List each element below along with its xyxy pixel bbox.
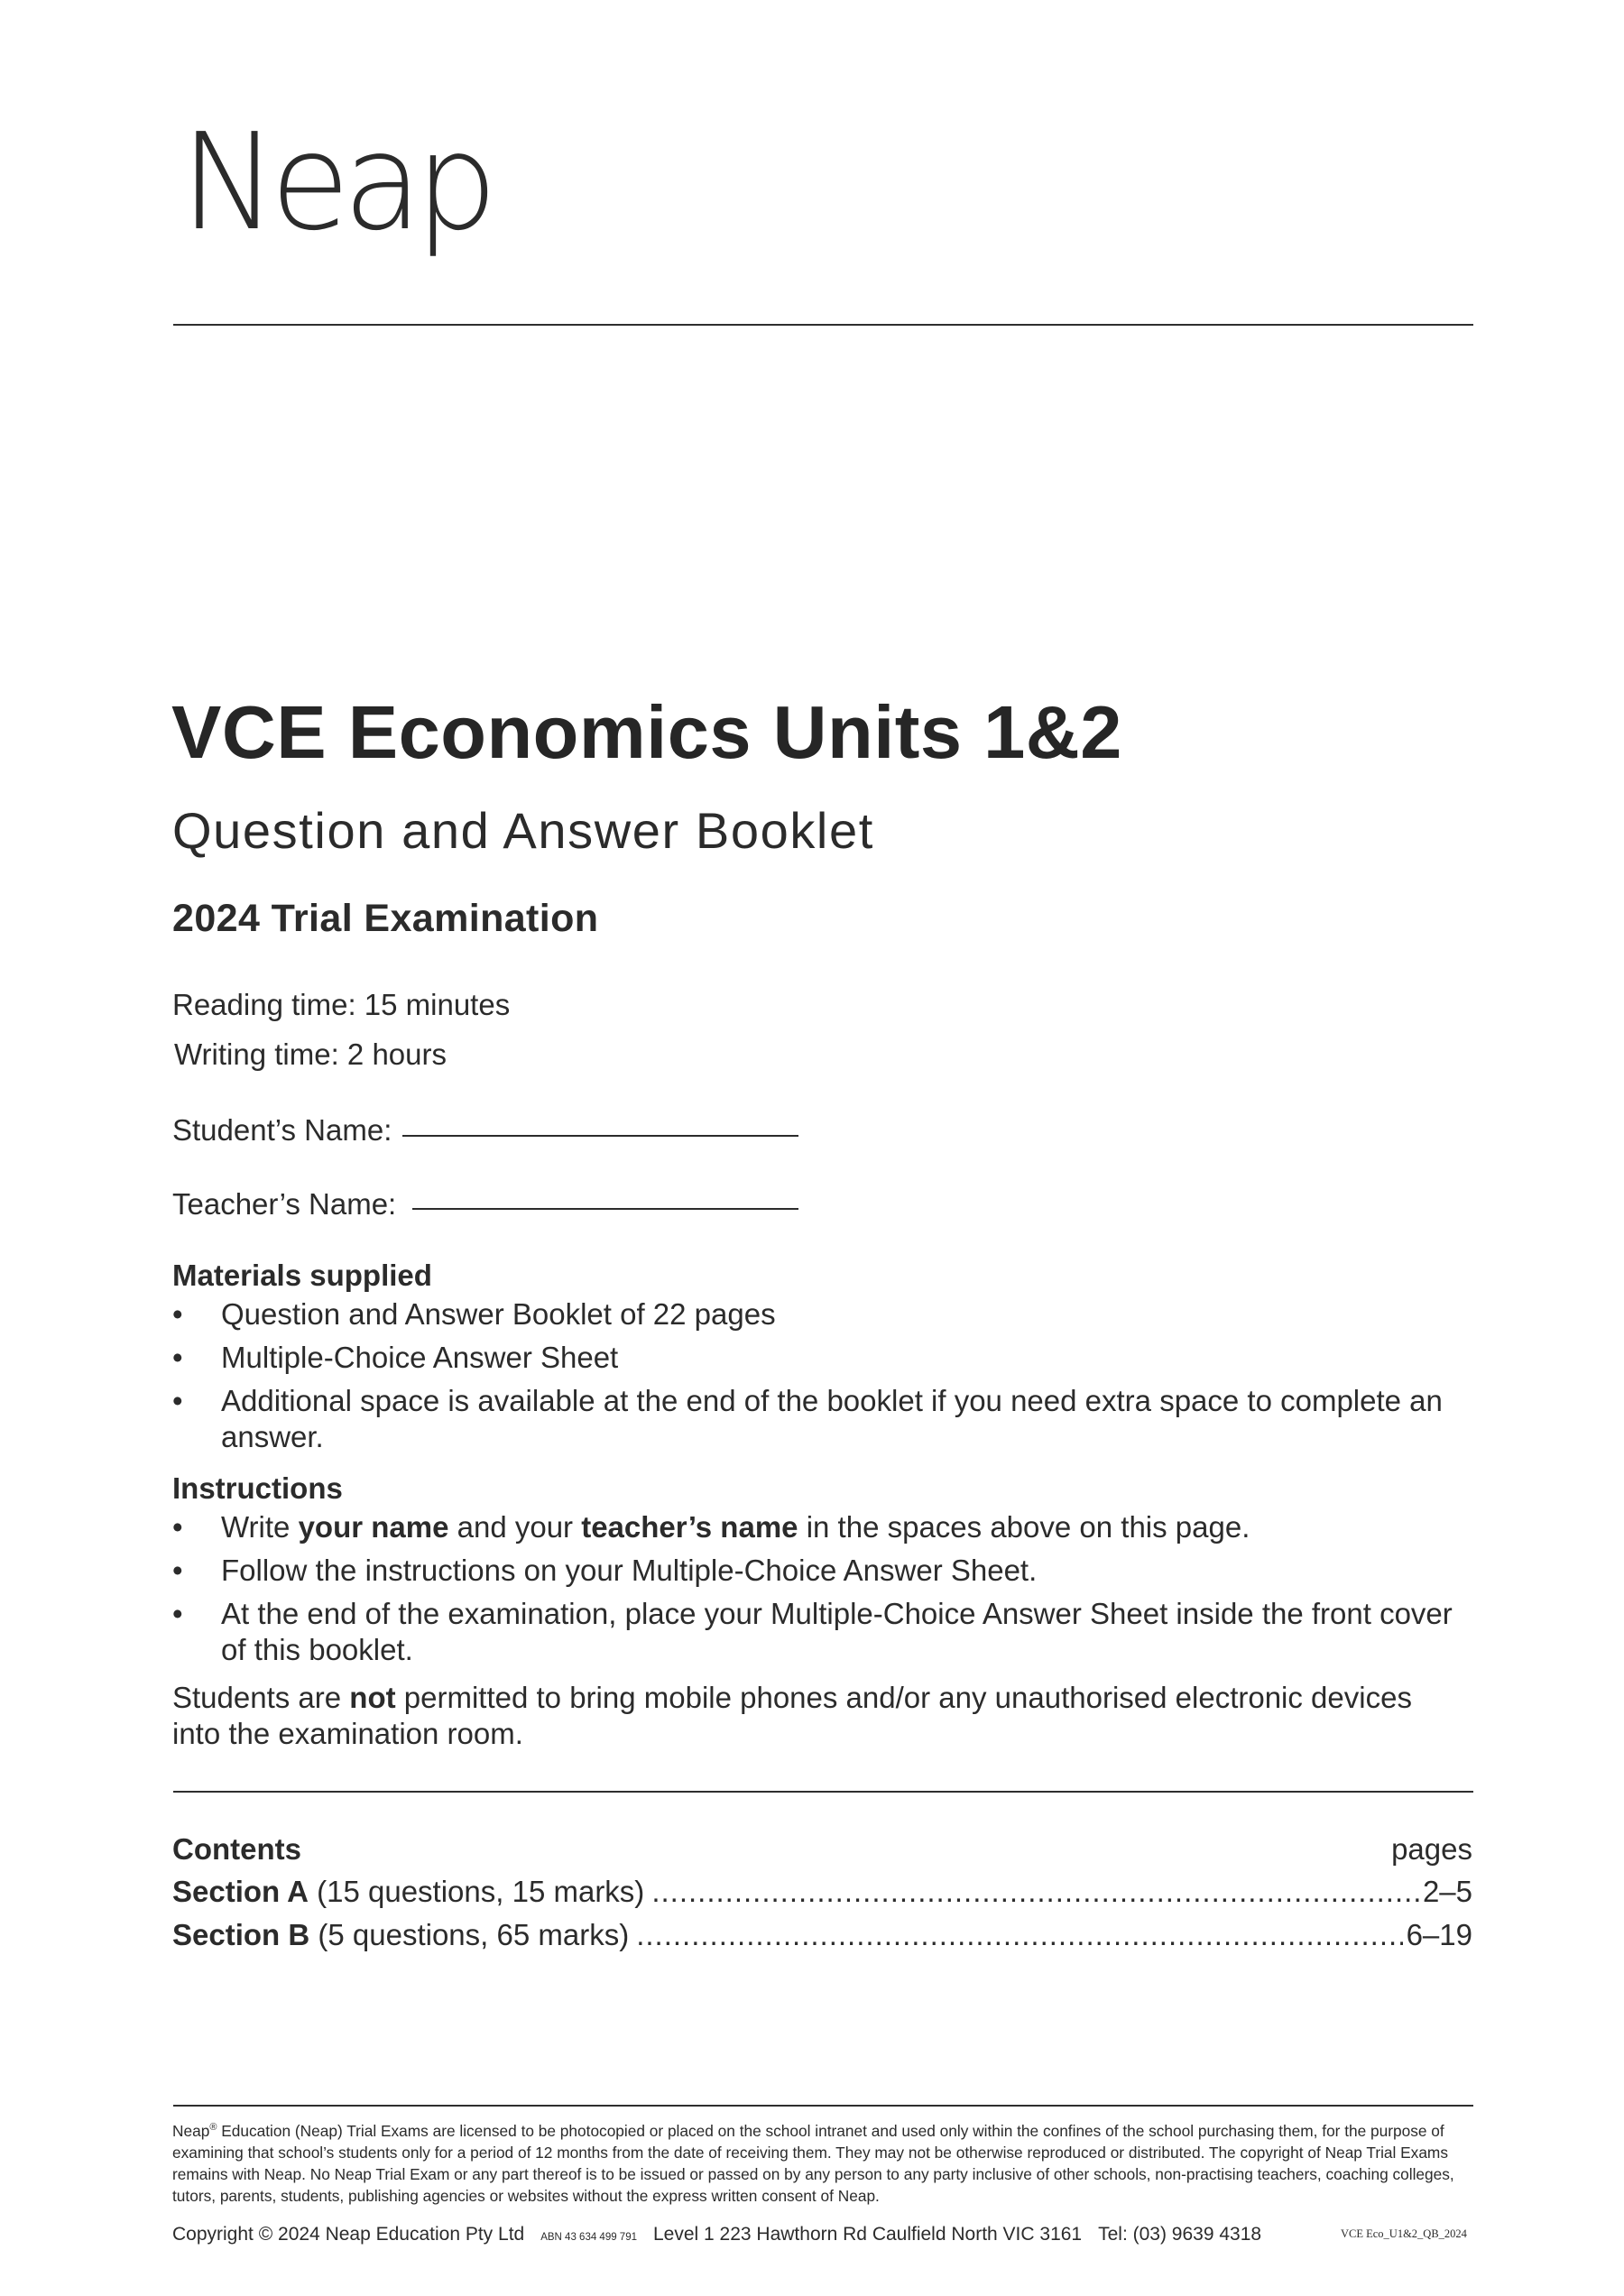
neap-logo: Neap [180,105,491,260]
dot-leader [636,1920,1402,1950]
materials-item: • Multiple-Choice Answer Sheet [172,1341,619,1374]
contents-divider [173,1791,1473,1793]
legal-notice: Neap® Education (Neap) Trial Exams are licensed to be photocopied or placed on the school intranet and used only within the confines of the school purchasing them, for the purpose of examining that school’s students only for a period of 12 months from the date of receiving them. They may not be otherwise reproduced or distributed. The copyright of Neap Trial Exams remains with Neap. No Neap Trial Exam or any part thereof is to be issued or passed on by any person to any party inclusive of other schools, non-practising teachers, coaching colleges, tutors, parents, students, publishing agencies or websites without the express written consent of Neap. [172,2121,1454,2205]
materials-heading: Materials supplied [172,1259,432,1292]
footer-divider [173,2105,1473,2107]
copyright-line [172,2225,1261,2244]
phone: Tel: (03) 9639 4318 [1098,2224,1262,2245]
page-title: VCE Economics Units 1&2 [171,690,1122,774]
bullet-icon: • [172,1384,183,1417]
exam-name: 2024 Trial Examination [172,897,599,940]
contents-heading: Contents [172,1832,301,1866]
address: Level 1 223 Hawthorn Rd Caulfield North VIC 3161 [653,2224,1083,2245]
copyright-text: Copyright © 2024 Neap Education Pty Ltd [172,2224,525,2245]
abn: ABN 43 634 499 791 [540,2232,637,2243]
materials-item: • Additional space is available at the end of the booklet if you need extra space to complete an answer. [172,1384,1443,1453]
materials-item: • Question and Answer Booklet of 22 pages [172,1297,776,1331]
teacher-name-label: Teacher’s Name: [172,1187,397,1221]
instructions-item: • Write your name and your teacher’s name in the spaces above on this page. [172,1510,1250,1544]
teacher-name-field[interactable] [412,1208,798,1210]
pages-label: pages [1391,1832,1472,1866]
dot-leader [651,1876,1419,1906]
bullet-icon: • [172,1554,183,1587]
toc-row-section-a: Section A (15 questions, 15 marks) ..... 2–5 [172,1876,1472,1906]
instructions-list [172,1509,1481,1668]
toc-pages: 2–5 [1422,1875,1472,1908]
reading-time: Reading time: 15 minutes [172,988,511,1021]
bullet-icon: • [172,1597,183,1630]
page-subtitle: Question and Answer Booklet [172,802,874,859]
toc-row-section-b: Section B (5 questions, 65 marks) ..... 6–19 [172,1920,1472,1950]
bullet-icon: • [172,1297,183,1331]
instructions-item: • Follow the instructions on your Multiple-Choice Answer Sheet. [172,1554,1038,1587]
registered-mark: ® [209,2122,217,2133]
student-name-label: Student’s Name: [172,1113,392,1147]
instructions-heading: Instructions [172,1471,343,1505]
header-divider [173,324,1473,326]
contents-header [172,1834,1472,1864]
document-code: VCE Eco_U1&2_QB_2024 [1341,2227,1467,2240]
materials-list [172,1296,1453,1455]
student-name-field[interactable] [402,1135,798,1137]
instructions-item: • At the end of the examination, place your Multiple-Choice Answer Sheet inside the front cover of this booklet. [172,1597,1453,1666]
bullet-icon: • [172,1341,183,1374]
writing-time: Writing time: 2 hours [174,1037,447,1071]
devices-notice: Students are not permitted to bring mobile phones and/or any unauthorised electronic devices into the examination room. [172,1681,1412,1750]
bullet-icon: • [172,1510,183,1544]
toc-pages: 6–19 [1406,1918,1472,1951]
